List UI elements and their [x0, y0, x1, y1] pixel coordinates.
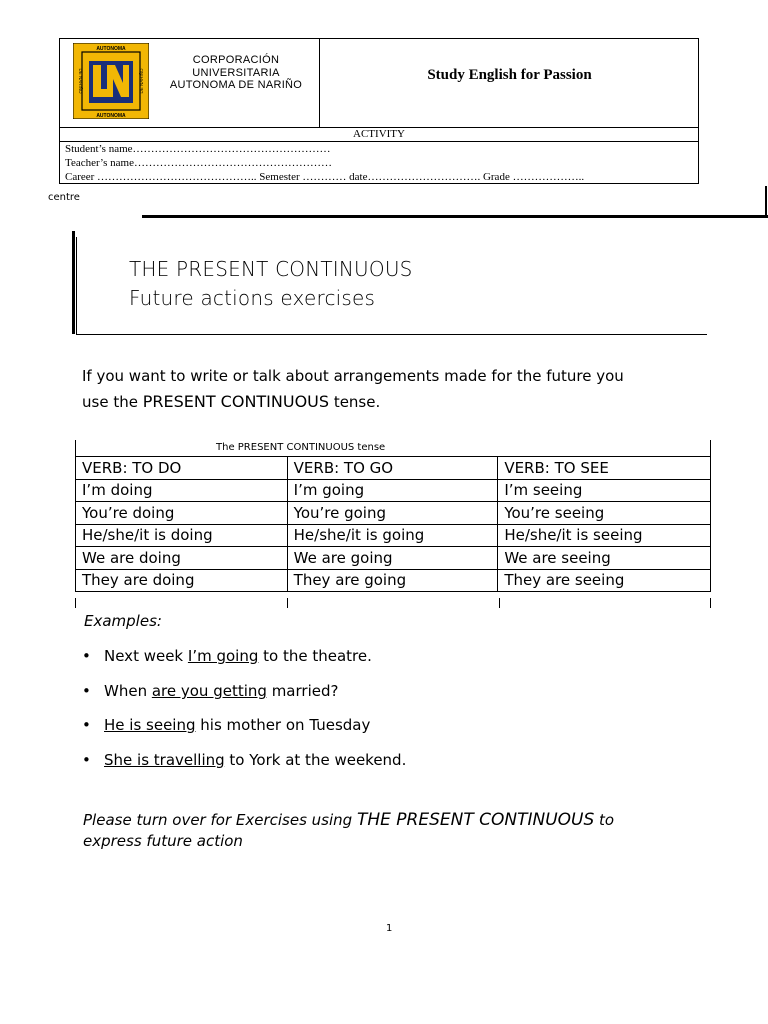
- table-cell: He/she/it is seeing: [498, 524, 711, 547]
- logo-bottom-text: AUTONOMA: [96, 113, 126, 119]
- table-cell: I’m doing: [76, 479, 288, 502]
- example-item: [82, 647, 372, 665]
- logo-right-text: DE NARIÑO: [139, 68, 144, 94]
- bullet-icon: •: [82, 751, 91, 769]
- example-text: to the theatre.: [258, 647, 372, 665]
- table-bottom-edge: [287, 598, 288, 608]
- table-row: [76, 502, 711, 525]
- example-item: [82, 682, 338, 700]
- example-text: married?: [266, 682, 339, 700]
- table-cell: They are going: [287, 569, 498, 592]
- example-item: [82, 751, 406, 769]
- example-text: When: [104, 682, 152, 700]
- page-number: 1: [386, 923, 393, 934]
- page-subtitle: Future actions exercises: [129, 286, 376, 310]
- intro-tense-name: PRESENT CONTINUOUS: [142, 392, 330, 411]
- note-tense-name: THE PRESENT CONTINUOUS: [356, 810, 595, 830]
- example-item: [82, 716, 370, 734]
- table-header-cell: VERB: TO GO: [287, 457, 498, 480]
- table-bottom-edge: [75, 598, 76, 608]
- table-caption: The PRESENT CONTINUOUS tense: [216, 442, 386, 453]
- table-cell: They are doing: [76, 569, 288, 592]
- institution-line-3: AUTONOMA DE NARIÑO: [169, 79, 303, 91]
- student-name-field[interactable]: Student’s name………………………………………………: [65, 143, 331, 155]
- table-header-row: [76, 457, 711, 480]
- table-cell: You’re doing: [76, 502, 288, 525]
- institution-line-1: CORPORACIÓN: [192, 54, 280, 66]
- table-top-right-edge: [710, 440, 711, 456]
- example-text: to York at the weekend.: [224, 751, 407, 769]
- activity-divider: [59, 141, 699, 142]
- table-header-cell: VERB: TO DO: [76, 457, 288, 480]
- table-bottom-edge: [710, 598, 711, 608]
- example-highlight: She is travelling: [104, 751, 225, 769]
- career-semester-date-grade-field[interactable]: Career …………………………………….. Semester ………… date…………………………. Grade ………………..: [65, 171, 585, 183]
- teacher-name-field[interactable]: Teacher’s name………………………………………………: [65, 157, 332, 169]
- closing-note-line-2: express future action: [83, 832, 243, 850]
- table-cell: You’re going: [287, 502, 498, 525]
- example-text: Next week: [104, 647, 188, 665]
- course-title: Study English for Passion: [427, 67, 592, 83]
- note-text: Please turn over for Exercises using: [83, 811, 357, 829]
- table-cell: They are seeing: [498, 569, 711, 592]
- title-left-bar: [72, 231, 75, 334]
- example-text: his mother on Tuesday: [195, 716, 371, 734]
- logo-top-text: AUTONOMA: [96, 46, 126, 52]
- bullet-icon: •: [82, 647, 91, 665]
- table-cell: I’m seeing: [498, 479, 711, 502]
- conjugation-table: [75, 456, 711, 592]
- bullet-icon: •: [82, 716, 91, 734]
- table-cell: I’m going: [287, 479, 498, 502]
- intro-line-2-post: tense.: [329, 393, 381, 411]
- intro-line-2-pre: use the: [82, 393, 143, 411]
- table-bottom-edge: [499, 598, 500, 608]
- header-bottom-rule: [142, 215, 768, 218]
- table-row: [76, 524, 711, 547]
- title-left-bar-thin: [76, 237, 77, 334]
- activity-label: ACTIVITY: [353, 128, 405, 140]
- examples-heading: Examples:: [84, 612, 162, 630]
- table-top-left-edge: [75, 440, 76, 456]
- example-highlight: I’m going: [187, 647, 259, 665]
- university-logo: [73, 43, 149, 119]
- table-cell: We are doing: [76, 547, 288, 570]
- table-header-cell: VERB: TO SEE: [498, 457, 711, 480]
- title-bottom-rule: [76, 334, 707, 335]
- table-cell: You’re seeing: [498, 502, 711, 525]
- centre-label: centre: [48, 192, 80, 203]
- bullet-icon: •: [82, 682, 91, 700]
- intro-line-1: If you want to write or talk about arrangements made for the future you: [82, 367, 624, 385]
- example-highlight: are you getting: [151, 682, 267, 700]
- institution-name: [160, 54, 312, 92]
- closing-note-line-1: [83, 810, 614, 830]
- table-cell: He/she/it is doing: [76, 524, 288, 547]
- header-right-rule: [765, 186, 767, 216]
- page-title: THE PRESENT CONTINUOUS: [129, 257, 413, 281]
- intro-line-2: [82, 392, 380, 411]
- example-highlight: He is seeing: [104, 716, 196, 734]
- table-row: [76, 479, 711, 502]
- table-cell: We are seeing: [498, 547, 711, 570]
- table-row: [76, 547, 711, 570]
- table-row: [76, 569, 711, 592]
- table-cell: He/she/it is going: [287, 524, 498, 547]
- note-text: to: [594, 811, 615, 829]
- institution-line-2: UNIVERSITARIA: [192, 66, 280, 79]
- table-cell: We are going: [287, 547, 498, 570]
- logo-left-text: DE NARIÑO: [78, 68, 83, 94]
